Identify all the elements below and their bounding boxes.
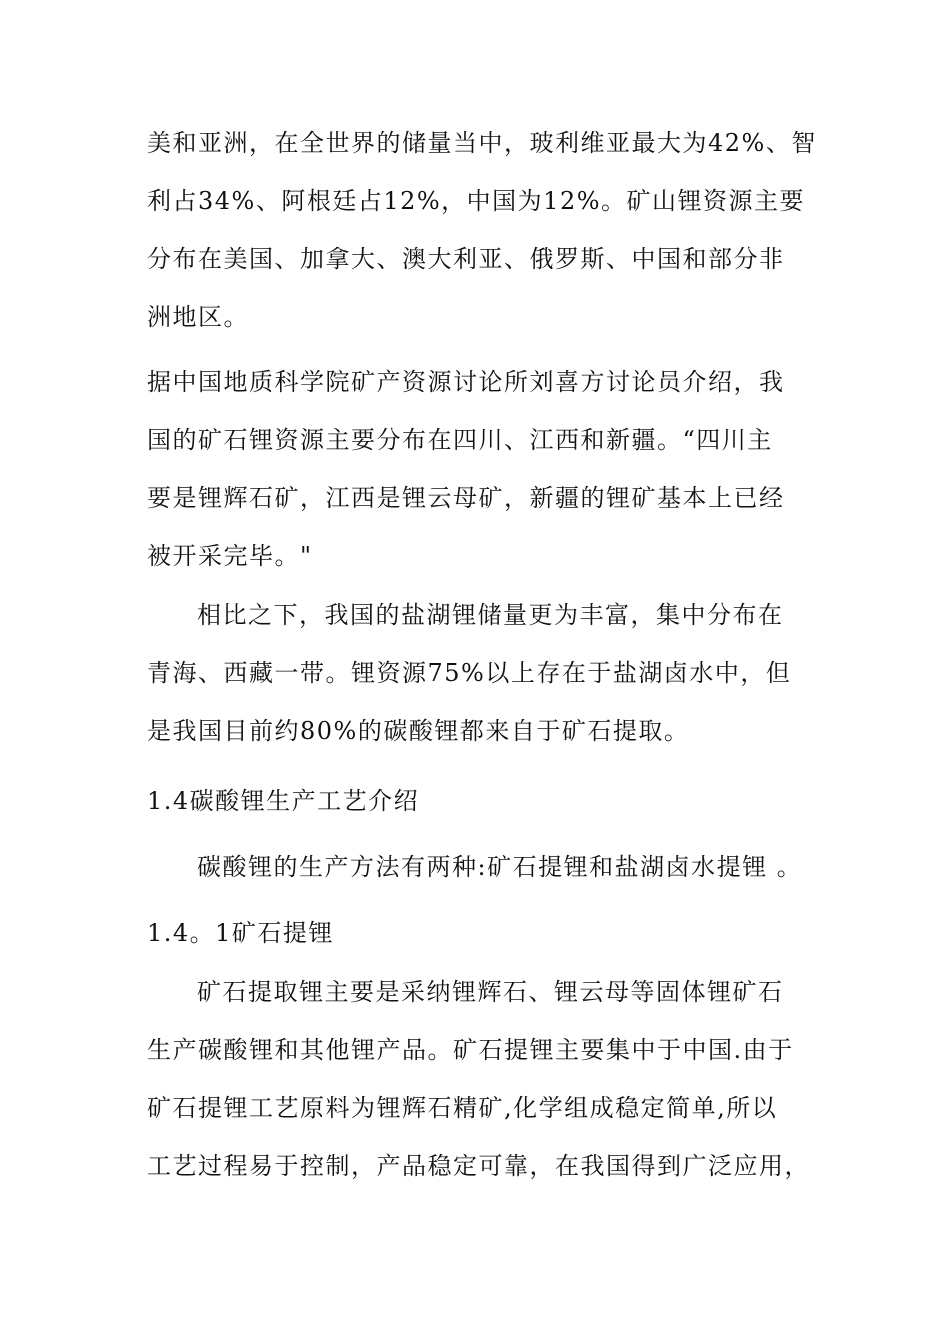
paragraph-reserves: [147, 128, 817, 333]
text-line: 洲地区。: [147, 303, 249, 331]
text-line: 要是锂辉石矿，江西是锂云母矿，新疆的锂矿基本上已经: [147, 484, 785, 512]
text-line: 生产碳酸锂和其他锂产品。矿石提锂主要集中于中国.由于: [147, 1036, 794, 1064]
paragraph-china-ore: [147, 367, 807, 572]
subsection-heading: 1.4。1矿石提锂: [147, 919, 334, 947]
text-line: 是我国目前约80%的碳酸锂都来自于矿石提取。: [147, 717, 690, 745]
text-line: 相比之下，我国的盐湖锂储量更为丰富，集中分布在: [197, 601, 784, 629]
text-line: 被开采完毕。": [147, 542, 313, 570]
paragraph-ore-extraction: [147, 977, 810, 1182]
text-line: 矿石提锂工艺原料为锂辉石精矿,化学组成稳定简单,所以: [147, 1094, 778, 1122]
paragraph-methods: 碳酸锂的生产方法有两种:矿石提锂和盐湖卤水提锂 。: [197, 853, 803, 881]
document-page: [147, 128, 817, 1182]
text-line: 矿石提取锂主要是采纳锂辉石、锂云母等固体锂矿石: [197, 978, 784, 1006]
text-line: 据中国地质科学院矿产资源讨论所刘喜方讨论员介绍，我: [147, 368, 785, 396]
paragraph-salt-lake: [147, 600, 807, 747]
text-line: 青海、西藏一带。锂资源75%以上存在于盐湖卤水中，但: [147, 659, 792, 687]
section-heading: 1.4碳酸锂生产工艺介绍: [147, 787, 420, 815]
text-line: 工艺过程易于控制，产品稳定可靠，在我国得到广泛应用，: [147, 1152, 810, 1180]
text-line: 美和亚洲，在全世界的储量当中，玻利维亚最大为42%、智: [147, 129, 817, 157]
text-line: 分布在美国、加拿大、澳大利亚、俄罗斯、中国和部分非: [147, 245, 785, 273]
text-line: 利占34%、阿根廷占12%，中国为12%。矿山锂资源主要: [147, 187, 806, 215]
text-line: 国的矿石锂资源主要分布在四川、江西和新疆。“四川主: [147, 426, 773, 454]
